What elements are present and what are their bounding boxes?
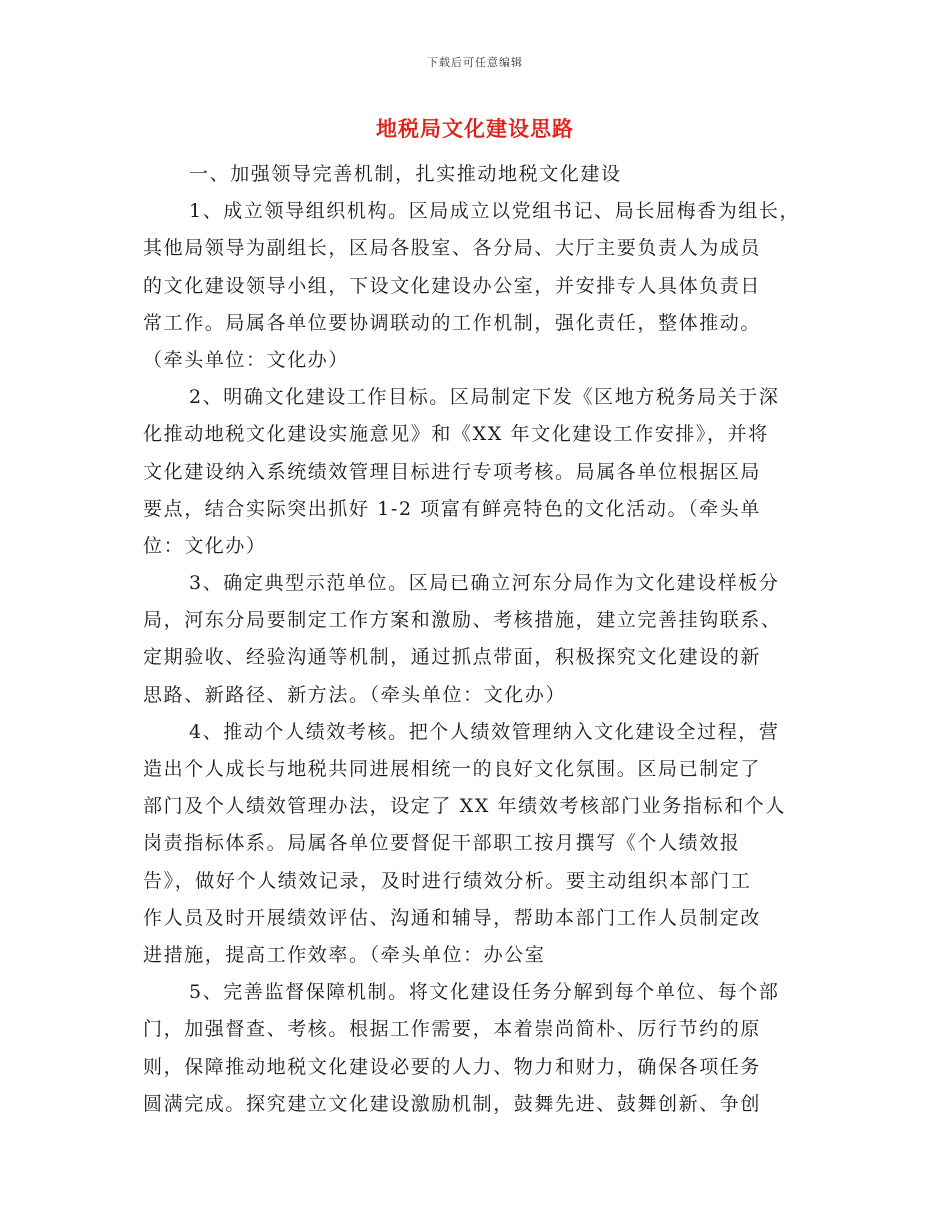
paragraph-line: 3、确定典型示范单位。区局已确立河东分局作为文化建设样板分 [189, 572, 780, 595]
paragraph-line: 圆满完成。探究建立文化建设激励机制，鼓舞先进、鼓舞创新、争创 [143, 1092, 762, 1115]
paragraph-line: 告》，做好个人绩效记录，及时进行绩效分析。要主动组织本部门工 [143, 869, 752, 892]
paragraph-line: 4、推动个人绩效考核。把个人绩效管理纳入文化建设全过程，营 [189, 720, 780, 743]
paragraph-line: 定期验收、经验沟通等机制，通过抓点带面，积极探究文化建设的新 [143, 646, 762, 669]
paragraph-line: 部门及个人绩效管理办法，设定了 XX 年绩效考核部门业务指标和个人 [143, 795, 786, 818]
paragraph-line: 2、明确文化建设工作目标。区局制定下发《区地方税务局关于深 [189, 386, 780, 409]
paragraph-line: 要点，结合实际突出抓好 1-2 项富有鲜亮特色的文化活动。（牵头单 [143, 497, 761, 520]
paragraph-line: 的文化建设领导小组，下设文化建设办公室，并安排专人具体负责日 [143, 274, 762, 297]
document-body [143, 156, 813, 1123]
paragraph-line: 位：文化办） [143, 534, 267, 557]
section-heading: 一、加强领导完善机制，扎实推动地税文化建设 [189, 163, 622, 185]
paragraph-line: 造出个人成长与地税共同进展相统一的良好文化氛围。区局已制定了 [143, 758, 762, 780]
paragraph-line: 常工作。局属各单位要协调联动的工作机制，强化责任，整体推动。 [143, 311, 762, 334]
paragraph-line: 化推动地税文化建设实施意见》和《XX 年文化建设工作安排》，并将 [143, 423, 769, 446]
paragraph-line: 作人员及时开展绩效评估、沟通和辅导，帮助本部门工作人员制定改 [143, 906, 762, 929]
paragraph-line: 5、完善监督保障机制。将文化建设任务分解到每个单位、每个部 [189, 981, 780, 1004]
paragraph-line: 思路、新路径、新方法。（牵头单位：文化办） [143, 683, 567, 706]
document-title: 地税局文化建设思路 [376, 116, 574, 141]
paragraph-line: 局，河东分局要制定工作方案和激励、考核措施，建立完善挂钩联系、 [143, 609, 782, 632]
paragraph-line: 文化建设纳入系统绩效管理目标进行专项考核。局属各单位根据区局 [143, 460, 762, 483]
header-note: 下载后可任意编辑 [427, 56, 523, 69]
paragraph-line: 1、成立领导组织机构。区局成立以党组书记、局长屈梅香为组长， [189, 200, 801, 223]
paragraph-line: 进措施，提高工作效率。（牵头单位：办公室 [143, 943, 546, 966]
paragraph-line: 门，加强督查、考核。根据工作需要，本着崇尚简朴、厉行节约的原 [143, 1018, 762, 1041]
paragraph-line: 岗责指标体系。局属各单位要督促干部职工按月撰写《个人绩效报 [143, 832, 741, 855]
paragraph-line: 其他局领导为副组长，区局各股室、各分局、大厅主要负责人为成员 [143, 237, 762, 260]
paragraph-line: （牵头单位：文化办） [143, 348, 350, 371]
paragraph-line: 则，保障推动地税文化建设必要的人力、物力和财力，确保各项任务 [143, 1055, 762, 1078]
